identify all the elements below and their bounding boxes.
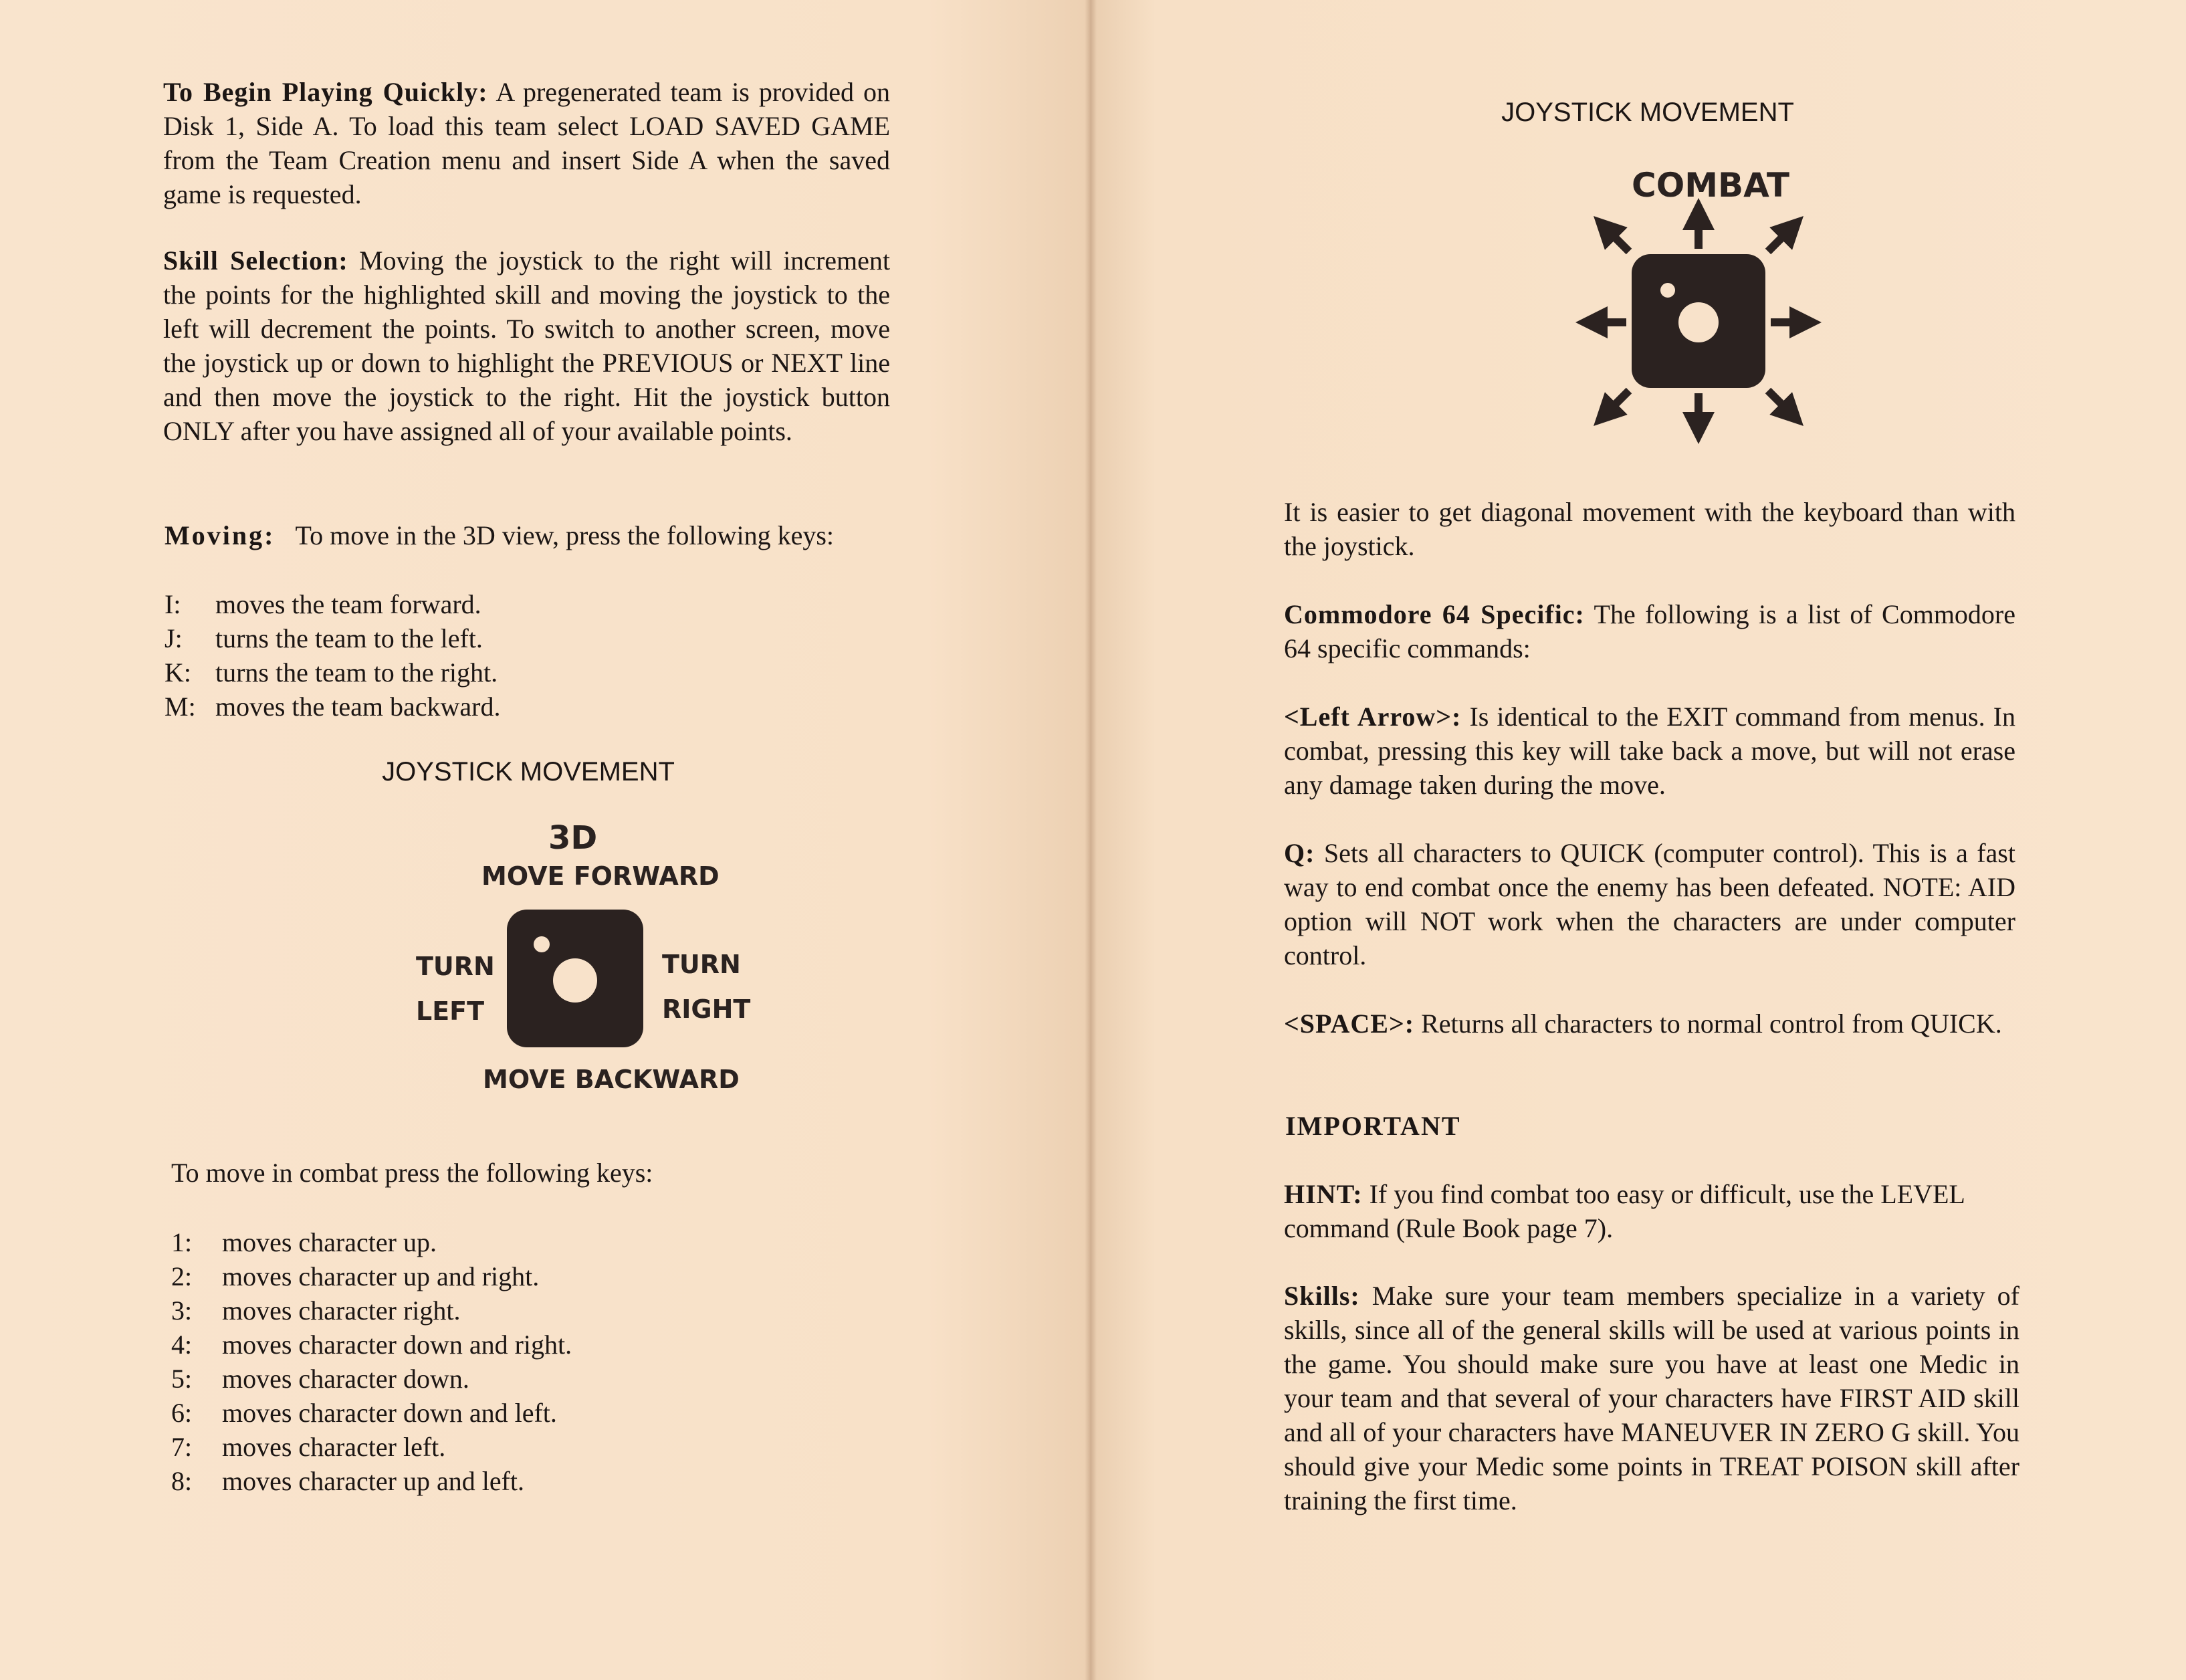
label-move-backward: MOVE BACKWARD bbox=[483, 1065, 740, 1094]
list-item: 1: moves character up. bbox=[171, 1227, 437, 1257]
left-arrow-text: Is identical to the EXIT command from menus. In combat, pressing this key will take back a move, but will not erase any damage taken during the move. bbox=[1284, 702, 2015, 800]
combat-key-list bbox=[171, 1225, 572, 1498]
hint-text: If you find combat too easy or difficult, use the LEVEL command (Rule Book page 7). bbox=[1284, 1179, 1965, 1243]
important-heading: IMPORTANT bbox=[1285, 1111, 1461, 1141]
c64-text: The following is a list of Commodore 64 specific commands: bbox=[1284, 599, 2016, 663]
hint-label: HINT: bbox=[1284, 1179, 1363, 1209]
list-item: M: moves the team backward. bbox=[165, 692, 501, 722]
moving-key-list bbox=[165, 587, 501, 724]
left-arrow-label: <Left Arrow>: bbox=[1284, 702, 1462, 732]
q-command-label: Q: bbox=[1284, 838, 1315, 868]
space-command-paragraph bbox=[1284, 1007, 2015, 1041]
skill-selection-text: Moving the joystick to the right will increment the points for the highlighted skill and moving the joystick to the left will decrement the points. To switch to another screen, move the joystick up or down to highlight the PREVIOUS or NEXT line and then move the joystick to the right. Hit the joystick button ONLY after you have assigned all of your available points. bbox=[163, 245, 890, 446]
list-item: 2: moves character up and right. bbox=[171, 1261, 540, 1291]
list-item: 5: moves character down. bbox=[171, 1364, 469, 1394]
label-move-forward: MOVE FORWARD bbox=[481, 861, 720, 891]
intro-text: A pregenerated team is provided on Disk 1, Side A. To load this team select LOAD SAVED GAME from the Team Creation menu and insert Side A when the saved game is requested. bbox=[163, 77, 891, 209]
skills-paragraph bbox=[1284, 1279, 2019, 1517]
label-turn-right-1: TURN bbox=[662, 950, 741, 979]
joystick-combat-icon bbox=[1585, 207, 1812, 435]
joystick-movement-title-right: JOYSTICK MOVEMENT bbox=[1501, 98, 1794, 127]
page-gutter bbox=[1085, 0, 1097, 1680]
list-item: K: turns the team to the right. bbox=[165, 657, 498, 688]
intro-paragraph bbox=[163, 75, 890, 211]
list-item: 4: moves character down and right. bbox=[171, 1330, 572, 1360]
label-turn-left-1: TURN bbox=[416, 952, 495, 981]
joystick-movement-title: JOYSTICK MOVEMENT bbox=[382, 757, 675, 786]
moving-paragraph bbox=[165, 518, 900, 552]
list-item: 3: moves character right. bbox=[171, 1295, 461, 1326]
space-command-text: Returns all characters to normal control from QUICK. bbox=[1421, 1009, 2002, 1039]
skill-selection-paragraph bbox=[163, 243, 890, 448]
diagonal-note: It is easier to get diagonal movement with the keyboard than with the joystick. bbox=[1284, 497, 2015, 561]
list-item: J: turns the team to the left. bbox=[165, 623, 483, 653]
label-turn-left-2: LEFT bbox=[416, 996, 485, 1026]
hint-paragraph bbox=[1284, 1177, 2015, 1245]
space-command-label: <SPACE>: bbox=[1284, 1009, 1415, 1039]
intro-label: To Begin Playing Quickly: bbox=[163, 77, 488, 107]
q-command-paragraph bbox=[1284, 836, 2015, 972]
list-item: 7: moves character left. bbox=[171, 1432, 446, 1462]
left-arrow-paragraph bbox=[1284, 700, 2015, 802]
diagram-combat-title: COMBAT bbox=[1632, 166, 1789, 205]
diagram-3d-title: 3D bbox=[548, 819, 598, 857]
c64-label: Commodore 64 Specific: bbox=[1284, 599, 1585, 629]
combat-intro: To move in combat press the following keys: bbox=[171, 1158, 653, 1188]
moving-label: Moving: bbox=[165, 520, 276, 550]
skill-selection-label: Skill Selection: bbox=[163, 245, 348, 276]
q-command-text: Sets all characters to QUICK (computer control). This is a fast way to end combat once the enemy has been defeated. NOTE: AID option will NOT work when the characters are under computer control. bbox=[1284, 838, 2015, 970]
joystick-3d-icon bbox=[506, 908, 645, 1049]
list-item: 6: moves character down and left. bbox=[171, 1398, 557, 1428]
list-item: I: moves the team forward. bbox=[165, 589, 481, 619]
moving-text: To move in the 3D view, press the following keys: bbox=[295, 520, 835, 550]
c64-paragraph bbox=[1284, 597, 2015, 665]
label-turn-right-2: RIGHT bbox=[662, 994, 751, 1024]
skills-text: Make sure your team members specialize in a variety of skills, since all of the general skills will be used at various points in the game. You should make sure you have at least one Medic in your team and that several of your characters have FIRST AID skill and all of your characters have MANEUVER IN ZERO G skill. You should give your Medic some points in TREAT POISON skill after training the first time. bbox=[1284, 1281, 2019, 1515]
skills-label: Skills: bbox=[1284, 1281, 1360, 1311]
list-item: 8: moves character up and left. bbox=[171, 1466, 525, 1496]
